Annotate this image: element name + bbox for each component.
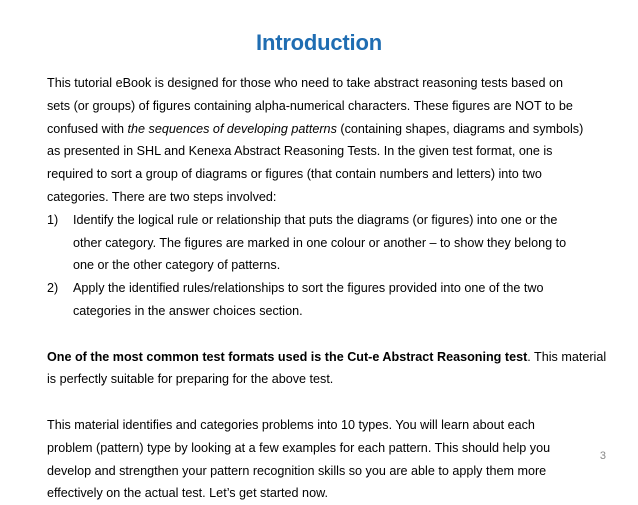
- paragraph-line: effectively on the actual test. Let’s get started now.: [47, 486, 328, 501]
- paragraph-line: This tutorial eBook is designed for those who need to take abstract reasoning tests based on: [47, 76, 563, 90]
- list-item-text: Identify the logical rule or relationship that puts the diagrams (or figures) into one or the: [73, 212, 558, 227]
- list-number: 1): [47, 212, 59, 227]
- list-item-continuation: one or the other category of patterns.: [73, 258, 281, 273]
- paragraph-line: This material identifies and categories problems into 10 types. You will learn about each: [47, 417, 535, 432]
- page-title: Introduction: [256, 30, 382, 55]
- list-item-step-2: [47, 277, 607, 300]
- paragraph-spacer: [47, 323, 607, 346]
- paragraph-line: categories. There are two steps involved:: [47, 189, 277, 204]
- text-span: (containing shapes, diagrams and symbols): [336, 121, 584, 136]
- paragraph-line: sets (or groups) of figures containing alpha-numerical characters. These figures are NOT to be: [47, 98, 573, 113]
- paragraph-line: [47, 118, 607, 141]
- list-item-text: Apply the identified rules/relationships to sort the figures provided into one of the two: [73, 281, 544, 296]
- list-number: 2): [47, 281, 59, 296]
- paragraph-line: required to sort a group of diagrams or figures (that contain numbers and letters) into two: [47, 167, 542, 182]
- list-item-continuation: categories in the answer choices section.: [73, 303, 303, 318]
- body-text: [47, 72, 607, 505]
- paragraph-line: [47, 346, 607, 369]
- paragraph-line: is perfectly suitable for preparing for the above test.: [47, 372, 334, 387]
- page-number: 3: [599, 450, 606, 462]
- paragraph-line: problem (pattern) type by looking at a few examples for each pattern. This should help you: [47, 440, 551, 455]
- list-item-step-1: [47, 209, 607, 232]
- paragraph-line: develop and strengthen your pattern recognition skills so you are able to apply them more: [47, 463, 547, 478]
- paragraph-line: as presented in SHL and Kenexa Abstract Reasoning Tests. In the given test format, one is: [47, 144, 553, 159]
- italic-phrase: the sequences of developing patterns: [127, 121, 337, 136]
- text-span: . This material: [527, 349, 607, 364]
- bold-phrase: One of the most common test formats used is the Cut-e Abstract Reasoning test: [47, 349, 528, 364]
- list-item-continuation: other category. The figures are marked in one colour or another – to show they belong to: [73, 235, 567, 250]
- paragraph-spacer: [47, 391, 607, 414]
- text-span: confused with: [47, 121, 128, 136]
